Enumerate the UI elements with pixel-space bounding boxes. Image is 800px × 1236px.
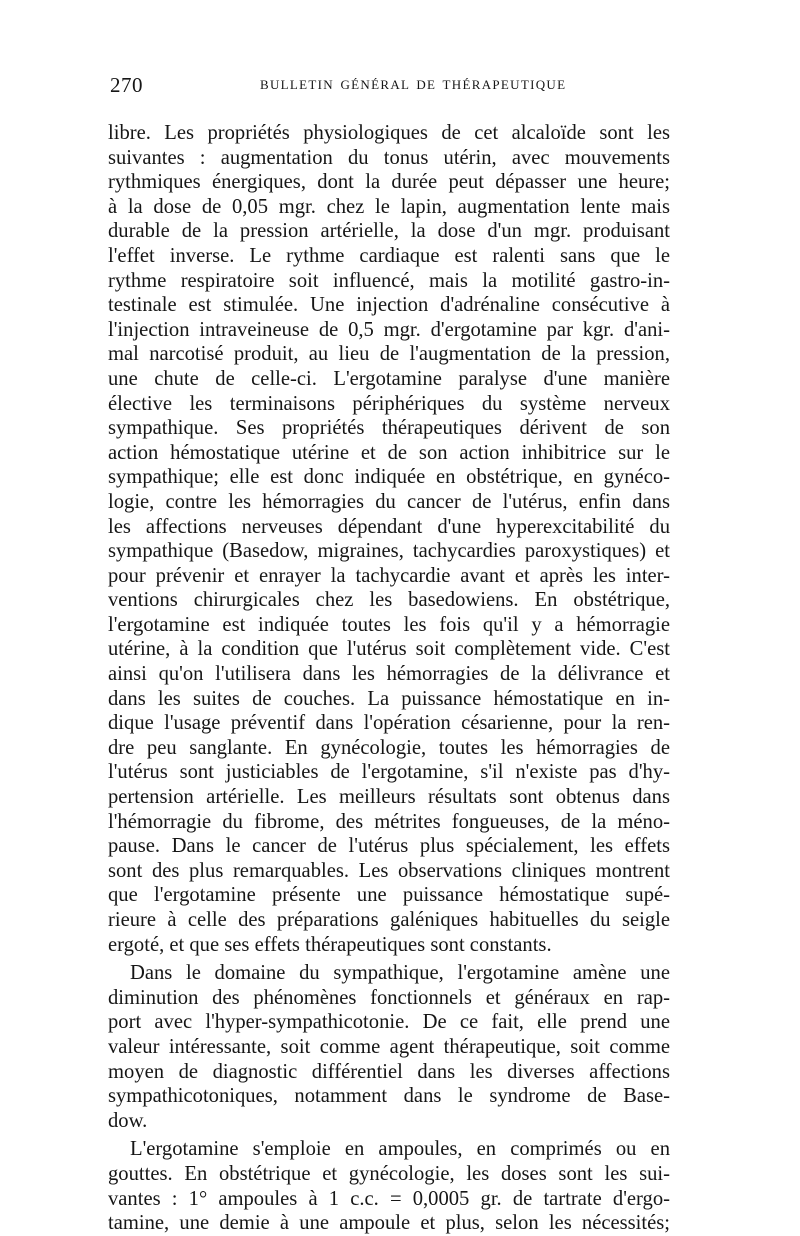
text-line: rythmiques énergiques, dont la durée peut dépasser une heure; — [108, 171, 670, 194]
text-line: sympathicotoniques, notamment dans le syndrome de Base- — [108, 1085, 670, 1108]
body-text — [108, 121, 670, 1236]
text-line: rythme respiratoire soit influencé, mais la motilité gastro-in- — [108, 269, 670, 292]
text-line: pertension artérielle. Les meilleurs résultats sont obtenus dans — [108, 786, 670, 809]
text-line: Dans le domaine du sympathique, l'ergotamine amène une — [130, 962, 670, 985]
text-line: l'injection intraveineuse de 0,5 mgr. d'ergotamine par kgr. d'ani- — [108, 318, 670, 341]
page-header — [110, 70, 670, 100]
text-line: dre peu sanglante. En gynécologie, toutes les hémorragies de — [108, 736, 670, 759]
text-line: l'utérus sont justiciables de l'ergotamine, s'il n'existe pas d'hy- — [108, 761, 670, 784]
text-line: valeur intéressante, soit comme agent thérapeutique, soit comme — [108, 1035, 670, 1058]
text-line: ergoté, et que ses effets thérapeutiques sont constants. — [108, 933, 552, 956]
text-line: dans les suites de couches. La puissance hémostatique en in- — [108, 687, 670, 710]
text-line: durable de la pression artérielle, la dose d'un mgr. produisant — [108, 220, 670, 243]
text-line: l'hémorragie du fibrome, des métrites fongueuses, de la méno- — [108, 810, 670, 833]
text-line: L'ergotamine s'emploie en ampoules, en comprimés ou en — [130, 1138, 670, 1161]
text-line: dow. — [108, 1109, 148, 1132]
text-line: diminution des phénomènes fonctionnels et généraux en rap- — [108, 986, 670, 1009]
text-line: tamine, une demie à une ampoule et plus, selon les nécessités; — [108, 1212, 670, 1235]
text-line: sympathique; elle est donc indiquée en obstétrique, en gynéco- — [108, 466, 670, 489]
text-line: élective les terminaisons périphériques du système nerveux — [108, 392, 670, 415]
paragraph — [108, 121, 670, 957]
text-line: suivantes : augmentation du tonus utérin, avec mouvements — [108, 146, 670, 169]
text-line: que l'ergotamine présente une puissance hémostatique supé- — [108, 884, 670, 907]
text-line: moyen de diagnostic différentiel dans les diverses affections — [108, 1060, 670, 1083]
text-line: utérine, à la condition que l'utérus soit complètement vide. C'est — [108, 638, 670, 661]
text-line: pour prévenir et enrayer la tachycardie avant et après les inter- — [108, 564, 670, 587]
text-line: action hémostatique utérine et de son action inhibitrice sur le — [108, 441, 670, 464]
text-line: sont des plus remarquables. Les observations cliniques montrent — [108, 859, 670, 882]
text-line: dique l'usage préventif dans l'opération césarienne, pour la ren- — [108, 712, 670, 735]
text-line: ventions chirurgicales chez les basedowiens. En obstétrique, — [108, 589, 670, 612]
text-line: une chute de celle-ci. L'ergotamine paralyse d'une manière — [108, 367, 670, 390]
text-line: l'effet inverse. Le rythme cardiaque est ralenti sans que le — [108, 244, 670, 267]
text-line: port avec l'hyper-sympathicotonie. De ce fait, elle prend une — [108, 1011, 670, 1034]
paragraph — [108, 1137, 670, 1235]
text-line: logie, contre les hémorragies du cancer de l'utérus, enfin dans — [108, 490, 670, 513]
text-line: l'ergotamine est indiquée toutes les fois qu'il y a hémorragie — [108, 613, 670, 636]
text-line: sympathique (Basedow, migraines, tachycardies paroxystiques) et — [108, 540, 670, 563]
text-line: gouttes. En obstétrique et gynécologie, les doses sont les sui- — [108, 1162, 670, 1185]
text-line: mal narcotisé produit, au lieu de l'augmentation de la pression, — [108, 343, 670, 366]
text-line: à la dose de 0,05 mgr. chez le lapin, augmentation lente mais — [108, 195, 670, 218]
paragraph — [108, 961, 670, 1133]
text-line: vantes : 1° ampoules à 1 c.c. = 0,0005 gr. de tartrate d'ergo- — [108, 1187, 670, 1210]
text-line: pause. Dans le cancer de l'utérus plus spécialement, les effets — [108, 835, 670, 858]
text-line: les affections nerveuses dépendant d'une hyperexcitabilité du — [108, 515, 670, 538]
text-line: libre. Les propriétés physiologiques de cet alcaloïde sont les — [108, 122, 670, 144]
running-title: BULLETIN GÉNÉRAL DE THÉRAPEUTIQUE — [260, 77, 567, 92]
text-line: ainsi qu'on l'utilisera dans les hémorragies de la délivrance et — [108, 663, 670, 686]
text-line: rieure à celle des préparations galéniques habituelles du seigle — [108, 909, 670, 931]
text-line: sympathique. Ses propriétés thérapeutiques dérivent de son — [108, 417, 670, 440]
text-line: testinale est stimulée. Une injection d'adrénaline consécutive à — [108, 294, 670, 317]
page-number: 270 — [110, 73, 143, 97]
